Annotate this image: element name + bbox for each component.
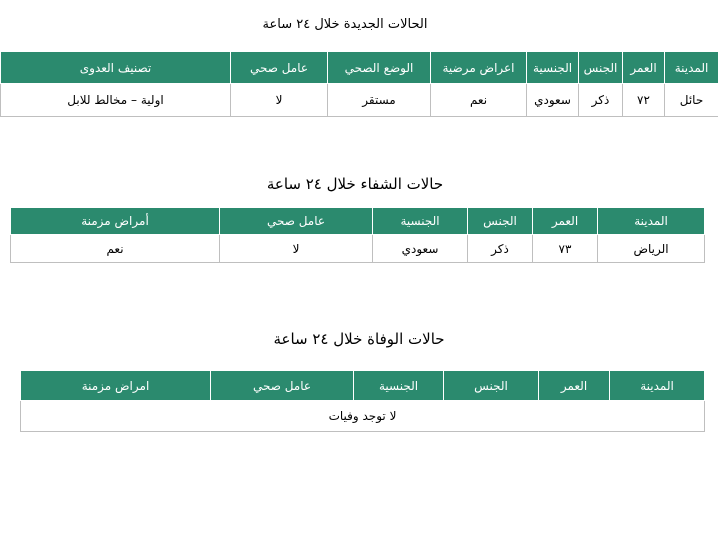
no-deaths-message: لا توجد وفيات: [21, 401, 705, 432]
cell-nationality: سعودي: [373, 235, 468, 263]
cell-gender: ذكر: [468, 235, 533, 263]
cell-infection-class: اولية – مخالط للابل: [1, 84, 231, 117]
header-chronic-diseases: امراض مزمنة: [21, 371, 211, 401]
recoveries-table: [10, 207, 705, 263]
header-nationality: الجنسية: [354, 371, 444, 401]
table-row: [11, 235, 705, 263]
header-health-worker: عامل صحي: [231, 52, 328, 84]
header-age: العمر: [533, 208, 598, 235]
deaths-table: [20, 370, 705, 432]
header-health-status: الوضع الصحي: [328, 52, 431, 84]
header-infection-class: تصنيف العدوى: [1, 52, 231, 84]
header-nationality: الجنسية: [373, 208, 468, 235]
table-header-row: [11, 208, 705, 235]
recoveries-title: حالات الشفاء خلال ٢٤ ساعة: [266, 175, 444, 193]
cell-chronic-diseases: نعم: [11, 235, 220, 263]
header-symptoms: اعراض مرضية: [431, 52, 527, 84]
header-city: المدينة: [665, 52, 718, 84]
cell-gender: ذكر: [579, 84, 623, 117]
cell-age: ٧٢: [623, 84, 665, 117]
header-health-worker: عامل صحي: [211, 371, 354, 401]
header-city: المدينة: [598, 208, 705, 235]
cell-health-worker: لا: [220, 235, 373, 263]
new-cases-table: [0, 51, 718, 117]
cell-nationality: سعودي: [527, 84, 579, 117]
header-health-worker: عامل صحي: [220, 208, 373, 235]
header-gender: الجنس: [579, 52, 623, 84]
table-header-row: [21, 371, 705, 401]
header-gender: الجنس: [444, 371, 539, 401]
header-age: العمر: [539, 371, 610, 401]
cell-city: حائل: [665, 84, 718, 117]
table-row: [21, 401, 705, 432]
cell-health-worker: لا: [231, 84, 328, 117]
header-nationality: الجنسية: [527, 52, 579, 84]
table-header-row: [1, 52, 718, 84]
header-age: العمر: [623, 52, 665, 84]
deaths-title: حالات الوفاة خلال ٢٤ ساعة: [273, 330, 445, 348]
new-cases-title: الحالات الجديدة خلال ٢٤ ساعة: [262, 17, 428, 32]
cell-city: الرياض: [598, 235, 705, 263]
header-city: المدينة: [610, 371, 705, 401]
header-chronic-diseases: أمراض مزمنة: [11, 208, 220, 235]
cell-symptoms: نعم: [431, 84, 527, 117]
cell-age: ٧٣: [533, 235, 598, 263]
cell-health-status: مستقر: [328, 84, 431, 117]
header-gender: الجنس: [468, 208, 533, 235]
table-row: [1, 84, 718, 117]
